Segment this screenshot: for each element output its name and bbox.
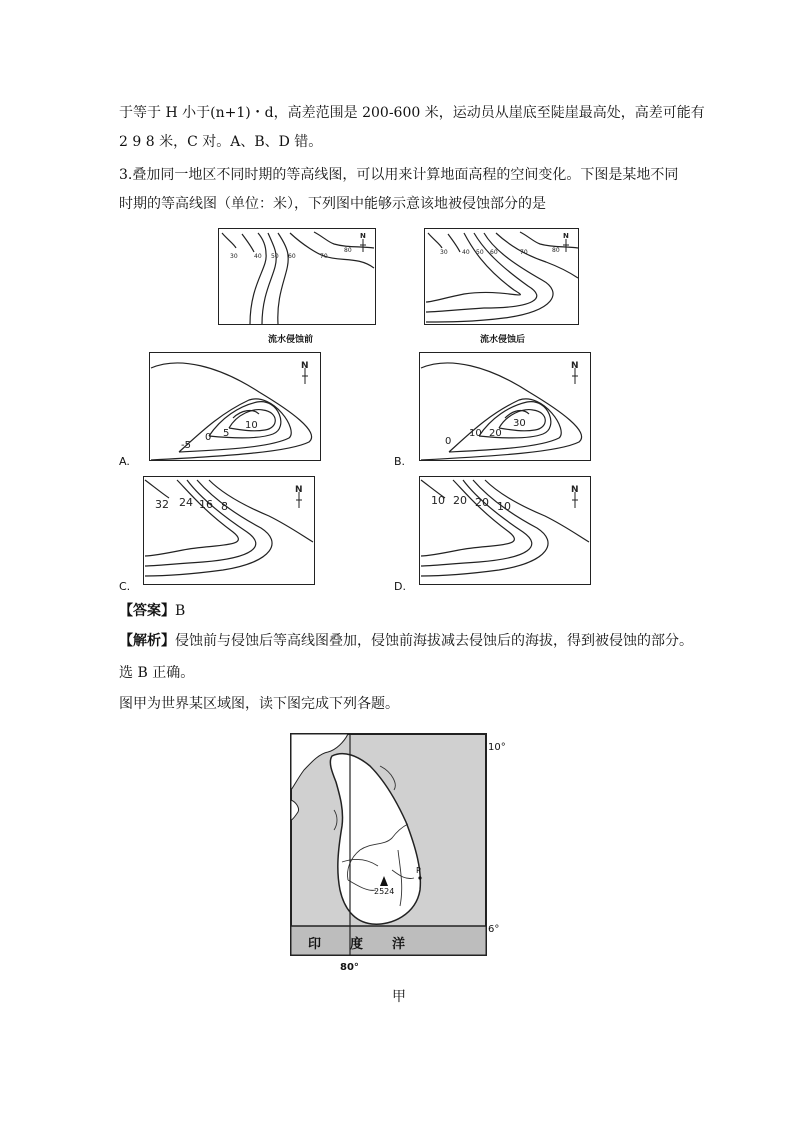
contour-label: -5 [181,440,191,451]
map-caption: 甲 [392,989,406,1005]
contour-label: 80 [552,247,560,254]
north-label: N [295,485,303,495]
question-3-line-1: 3.叠加同一地区不同时期的等高线图，可以用来计算地面高程的空间变化。下图是某地不同 [119,167,679,183]
ocean-label: 印 度 洋 [308,937,414,952]
option-a-map [149,352,321,461]
option-c-map [143,476,315,585]
north-label: N [571,485,579,495]
question-3-line-2: 时期的等高线图（单位：米），下列图中能够示意该地被侵蚀部分的是 [119,196,546,212]
contour-label: 70 [520,249,528,256]
contour-label: 20 [475,496,489,509]
analysis-label: 【解析】 [119,633,175,649]
option-b-letter: B. [394,455,406,468]
contour-label: 20 [489,428,502,439]
contour-label: 5 [223,428,230,439]
answer-line [119,602,185,620]
contour-label: 70 [320,253,328,260]
contour-label: 24 [179,496,193,509]
contour-label: 50 [271,253,279,260]
text-line-1: 于等于 H 小于(n+1)・d，高差范围是 200-600 米，运动员从崖底至陡崖最高处，高差可能有 [119,105,705,121]
north-label: N [563,232,569,240]
contour-label: 8 [221,500,228,513]
contour-label: 0 [205,432,212,443]
sri-lanka-map [288,730,510,976]
contour-label: 10 [469,428,482,439]
peak-elevation-label: 2524 [374,887,395,896]
contour-label: 10 [245,420,258,431]
contour-label: 30 [440,249,448,256]
analysis-line [119,632,693,650]
contour-label: 0 [445,436,452,447]
contour-label: 40 [462,249,470,256]
contour-label: 10 [497,500,511,513]
contour-label: 80 [344,247,352,254]
point-p-marker [418,876,421,879]
contour-before-map [218,228,376,325]
figure-caption-after: 流水侵蚀后 [480,335,526,345]
contour-label: 40 [254,253,262,260]
contour-label: 60 [490,249,498,256]
north-label: N [360,232,366,240]
option-d-map [419,476,591,585]
intro-text: 图甲为世界某区域图，读下图完成下列各题。 [119,696,399,712]
option-b-map [419,352,591,461]
north-label: N [571,361,579,371]
analysis-line-2: 选 B 正确。 [119,665,195,681]
answer-label: 【答案】 [119,603,175,619]
north-arrow-icon [563,239,569,252]
latitude-bottom-label: 6° [488,924,500,935]
contour-label: 20 [453,494,467,507]
text-line-2: 2 9 8 米，C 对。A、B、D 错。 [119,134,323,150]
contour-label: 30 [513,418,526,429]
contour-label: 60 [288,253,296,260]
option-c-letter: C. [119,580,131,593]
contour-label: 10 [431,494,445,507]
north-label: N [301,361,309,371]
latitude-top-label: 10° [488,742,506,753]
longitude-label: 80° [340,962,359,973]
figure-caption-before: 流水侵蚀前 [268,335,314,345]
contour-label: 32 [155,498,169,511]
north-arrow-icon [360,239,366,252]
option-a-letter: A. [119,455,130,468]
option-d-letter: D. [394,580,406,593]
contour-label: 50 [476,249,484,256]
analysis-text: 侵蚀前与侵蚀后等高线图叠加，侵蚀前海拔减去侵蚀后的海拔，得到被侵蚀的部分。 [175,633,693,649]
contour-label: 16 [199,498,213,511]
contour-label: 30 [230,253,238,260]
answer-value: B [175,603,186,619]
contour-after-map [424,228,579,325]
point-p-label: P [416,866,421,875]
